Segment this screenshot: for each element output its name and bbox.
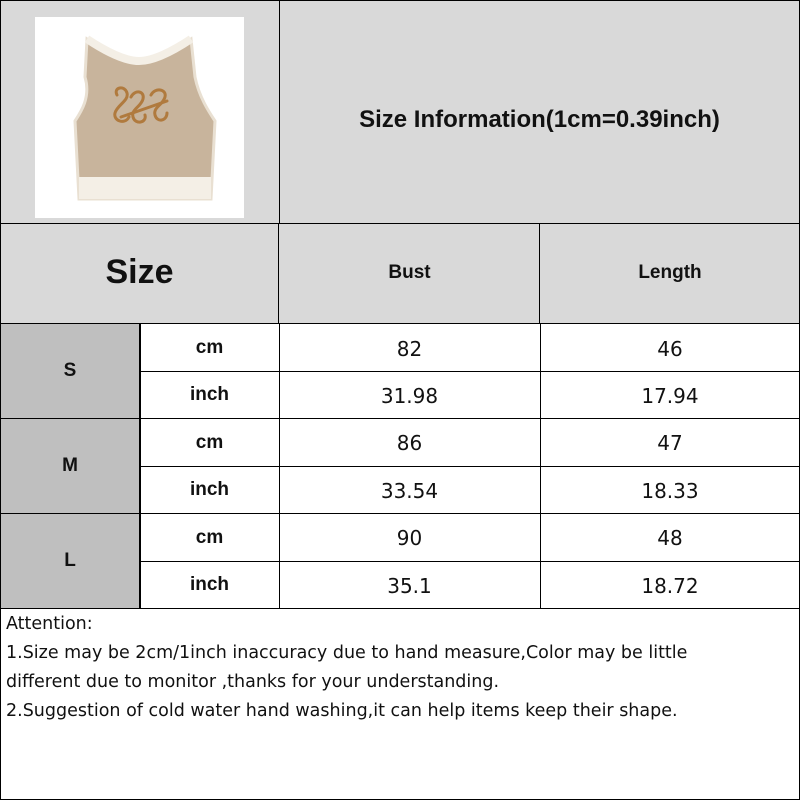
unit-inch-label: inch (189, 384, 230, 405)
bust-value: 90 (396, 526, 423, 550)
length-value: 18.33 (641, 479, 699, 503)
bust-value: 86 (396, 431, 423, 455)
length-value: 18.72 (641, 574, 699, 598)
length-value: 46 (657, 337, 683, 361)
length-value: 47 (657, 431, 683, 455)
bust-value: 35.1 (387, 574, 432, 598)
notes-heading: Attention: (6, 614, 93, 634)
length-value: 17.94 (641, 384, 699, 408)
bust-value: 31.98 (380, 384, 439, 408)
size-header: Size (105, 253, 174, 291)
length-value: 48 (657, 526, 683, 550)
page-title: Size Information(1cm=0.39inch) (359, 106, 720, 133)
unit-cm-label: cm (195, 337, 224, 358)
length-header: Length (638, 262, 702, 283)
size-m-label: M (62, 455, 78, 476)
unit-inch-label: inch (189, 479, 230, 500)
size-s-label: S (63, 360, 77, 381)
unit-cm-label: cm (195, 432, 224, 453)
bust-value: 82 (396, 337, 423, 361)
unit-cm-label: cm (195, 527, 224, 548)
unit-inch-label: inch (189, 574, 230, 595)
notes-line-1: 1.Size may be 2cm/1inch inaccuracy due to hand measure,Color may be little (6, 643, 688, 663)
size-l-label: L (64, 550, 76, 571)
notes-line-2: different due to monitor ,thanks for your understanding. (6, 672, 500, 692)
notes-line-3: 2.Suggestion of cold water hand washing,it can help items keep their shape. (6, 701, 678, 721)
bust-value: 33.54 (380, 479, 439, 503)
bust-header: Bust (388, 262, 431, 283)
